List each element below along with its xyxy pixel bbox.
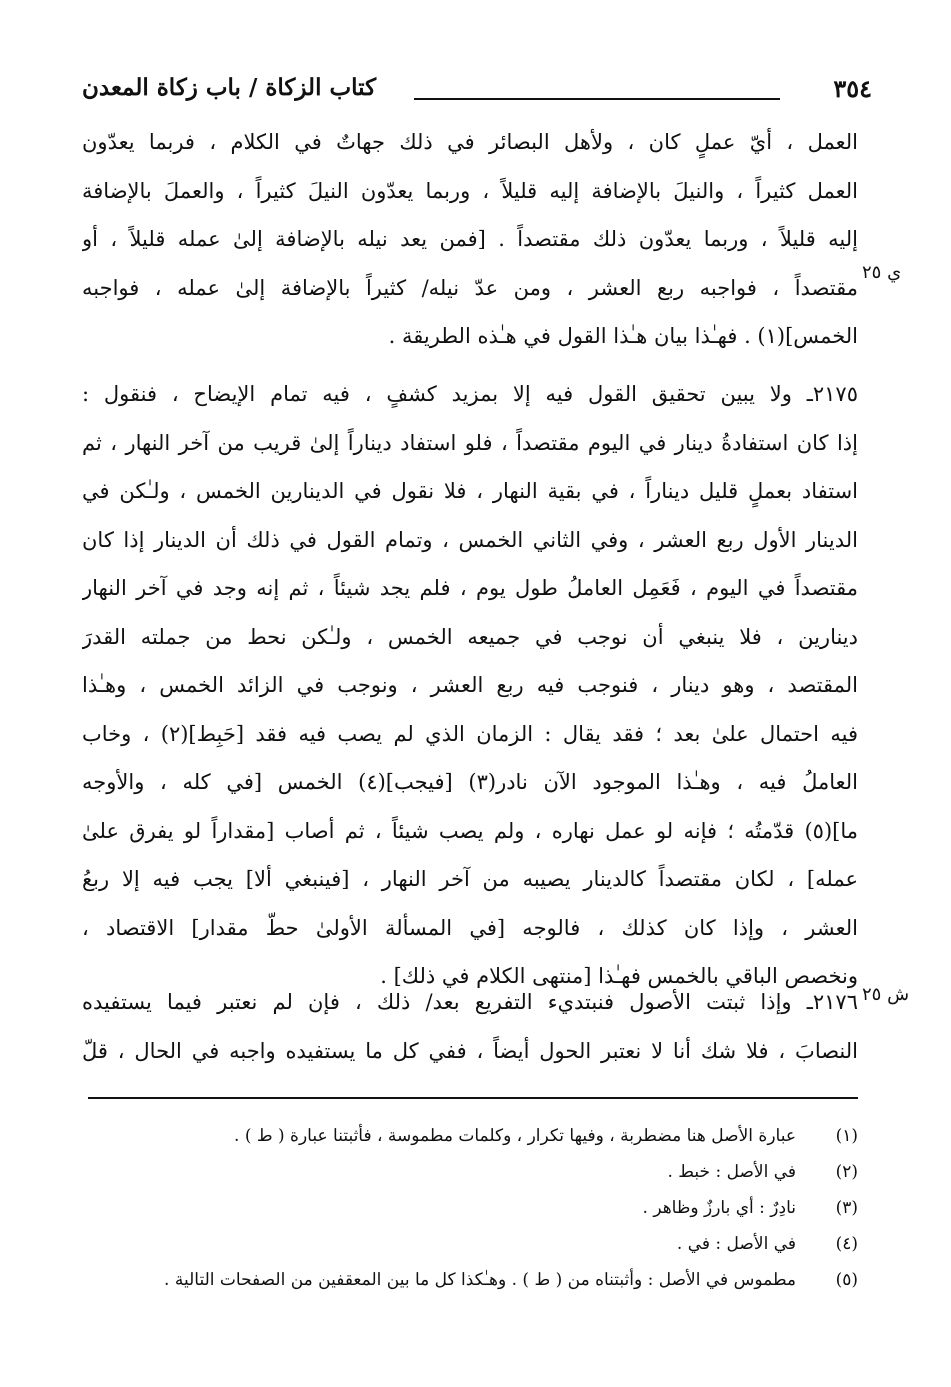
footnote-number: (٥): [835, 1270, 858, 1290]
footnote-number: (١): [835, 1126, 858, 1146]
margin-note: ش ٢٥: [862, 984, 910, 1005]
footnote: [88, 1262, 858, 1298]
text-line: ٢١٧٥ـ ولا يبين تحقيق القول فيه إلا بمزيد كشفٍ ، فيه تمام الإيضاح ، فنقول :: [82, 382, 858, 406]
text-line: عمله] ، لكان مقتصداً كالدينار يصيبه من آخر النهار ، [فينبغي ألا] يجب فيه إلا ربعُ: [82, 867, 858, 891]
footnote: [88, 1118, 858, 1154]
footnotes: [88, 1118, 858, 1298]
text-line: الدينار الأول ربع العشر ، وفي الثاني الخمس ، وتمام القول في ذلك أن الدينار إذا كان: [82, 527, 858, 552]
text-line: مقتصداً في اليوم ، فَعَمِل العاملُ طول يوم ، فلم يجد شيئاً ، ثم إنه وجد في آخر النهار: [82, 576, 858, 600]
footnote: [88, 1226, 858, 1262]
paragraph-2175: [82, 370, 858, 1001]
text-line: الخمس](١) . فهـٰذا بيان هـٰذا القول في هـٰذه الطريقة .: [388, 324, 858, 348]
text-line: ما](٥) قدّمتُه ؛ فإنه لو عمل نهاره ، ولم يصب شيئاً ، ثم أصاب [مقداراً لو يفرق علىٰ: [82, 818, 858, 843]
text-line: إليه قليلاً ، وربما يعدّون ذلك مقتصداً . [فمن يعد نيله بالإضافة إلىٰ عمله قليلاً ، أو: [82, 227, 858, 251]
footnote-number: (٣): [835, 1198, 858, 1218]
text-line: العشر ، وإذا كان كذلك ، فالوجه [في المسألة الأولىٰ حطّ مقدار] الاقتصاد ،: [82, 915, 858, 940]
footnote-number: (٤): [835, 1234, 858, 1254]
text-line: استفاد بعملٍ قليل ديناراً ، في بقية النهار ، فلا نقول في الدينارين الخمس ، ولـٰكن في: [82, 479, 858, 503]
text-line: دينارين ، فلا ينبغي أن نوجب في جميعه الخمس ، ولـٰكن نحط من جملته القدرَ: [82, 624, 858, 649]
page-header: [82, 72, 872, 112]
text-line: ونخصص الباقي بالخمس فهـٰذا [منتهى الكلام في ذلك] .: [380, 964, 858, 988]
text-line: النصابَ ، فلا شك أنا لا نعتبر الحول أيضاً ، ففي كل ما يستفيده واجبه في الحال ، قلّ: [82, 1038, 858, 1063]
footnote-text: نادِرٌ : أي بارزٌ وظاهر .: [642, 1198, 796, 1218]
text-line: المقتصد ، وهو دينار ، فنوجب فيه ربع العشر ، ونوجب في الزائد الخمس ، وهـٰذا: [82, 673, 858, 697]
margin-note: ي ٢٥: [862, 262, 902, 283]
footnote-text: عبارة الأصل هنا مضطربة ، وفيها تكرار ، وكلمات مطموسة ، فأثبتنا عبارة ( ط ) .: [234, 1126, 796, 1146]
footnote: [88, 1190, 858, 1226]
text-line: ٢١٧٦ـ وإذا ثبتت الأصول فنبتديء التفريع بعد/ ذلك ، فإن لم نعتبر فيما يستفيده: [82, 990, 858, 1014]
paragraph-2176: [82, 978, 858, 1075]
footnote-text: في الأصل : خبط .: [667, 1162, 796, 1182]
paragraph-1: [82, 118, 858, 361]
footnote: [88, 1154, 858, 1190]
text-line: مقتصداً ، فواجبه ربع العشر ، ومن عدّ نيله/ كثيراً بالإضافة إلىٰ عمله ، فواجبه: [82, 275, 858, 300]
footnote-text: مطموس في الأصل : وأثبتناه من ( ط ) . وهـٰكذا كل ما بين المعقفين من الصفحات التالية .: [164, 1270, 796, 1290]
header-rule: [414, 98, 780, 100]
text-line: العاملُ فيه ، وهـٰذا الموجود الآن نادر(٣) [فيجب](٤) الخمس [في كله ، والأوجه: [82, 770, 858, 794]
running-title: كتاب الزكاة / باب زكاة المعدن: [82, 74, 377, 101]
text-line: فيه احتمال علىٰ بعد ؛ فقد يقال : الزمان الذي لم يصب فيه فقد [حَبِط](٢) ، وخاب: [82, 721, 858, 746]
footnote-number: (٢): [835, 1162, 858, 1182]
text-line: إذا كان استفادةُ دينار في اليوم مقتصداً ، فلو استفاد ديناراً إلىٰ قريب من آخر النهار ، ثم: [82, 430, 858, 455]
text-line: العمل ، أيّ عملٍ كان ، ولأهل البصائر في ذلك جهاتٌ في الكلام ، فربما يعدّون: [82, 130, 858, 154]
footnote-rule: [88, 1097, 858, 1099]
page-number: ٣٥٤: [833, 74, 872, 103]
text-line: العمل كثيراً ، والنيلَ بالإضافة إليه قليلاً ، وربما يعدّون النيلَ كثيراً ، والعملَ بالإضافة: [82, 178, 858, 203]
footnote-text: في الأصل : في .: [676, 1234, 796, 1254]
